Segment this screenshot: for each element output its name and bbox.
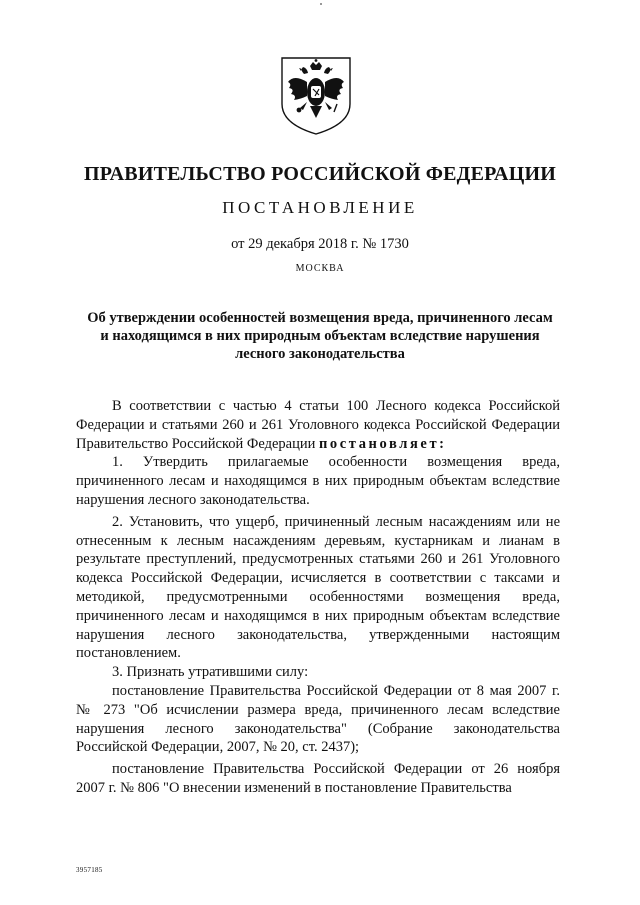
- page-mark: [320, 3, 322, 5]
- coat-of-arms-icon: [274, 52, 358, 136]
- document-heading: [60, 309, 580, 363]
- paragraph-3: 3. Признать утратившими силу:: [112, 664, 309, 681]
- document-body: [76, 397, 560, 798]
- preamble-text: В соответствии с частью 4 статьи 100 Лесного кодекса Российской Федерации и статьями 260 и 261 Уголовного кодекса Российской Федерации Правительство Российской Федерации: [76, 398, 560, 452]
- document-id: 3957185: [76, 866, 103, 874]
- government-title: ПРАВИТЕЛЬСТВО РОССИЙСКОЙ ФЕДЕРАЦИИ: [84, 163, 556, 185]
- heading-line: лесного законодательства: [235, 346, 405, 362]
- date-and-number: от 29 декабря 2018 г. № 1730: [231, 236, 409, 252]
- heading-line: Об утверждении особенностей возмещения вреда, причиненного лесам: [87, 310, 553, 326]
- paragraph-1: 1. Утвердить прилагаемые особенности возмещения вреда, причиненного лесам и находящимся в них природным объектам вследствие нарушения лесного законодательства.: [76, 454, 560, 508]
- resolves-word: постановляет:: [318, 435, 447, 452]
- document-type: ПОСТАНОВЛЕНИЕ: [222, 198, 418, 217]
- preamble-paragraph: [76, 397, 560, 453]
- paragraph-4: постановление Правительства Российской Федерации от 8 мая 2007 г. № 273 "Об исчислении размера вреда, причиненного лесам вследствие нарушения лесного законодательства" (Собрание законодательства Российской Федерации, 2007, № 20, ст. 2437);: [76, 682, 560, 756]
- city: МОСКВА: [295, 263, 345, 274]
- heading-line: и находящимся в них природным объектам вследствие нарушения: [100, 328, 540, 344]
- paragraph-5: постановление Правительства Российской Федерации от 26 ноября 2007 г. № 806 "О внесении изменений в постановление Правительства: [76, 761, 560, 796]
- paragraph-2: 2. Установить, что ущерб, причиненный лесным насаждениям или не отнесенным к лесным насаждениям деревьям, кустарникам и лианам в результате преступлений, предусмотренных статьями 260 и 261 Уголовного кодекса Российской Федерации, исчисляется в соответствии с таксами и методикой, предусмотренными особенностями возмещения вреда, причиненного лесам и находящимся в них природным объектам вследствие нарушения лесного законодательства, утвержденными настоящим постановлением.: [76, 513, 560, 662]
